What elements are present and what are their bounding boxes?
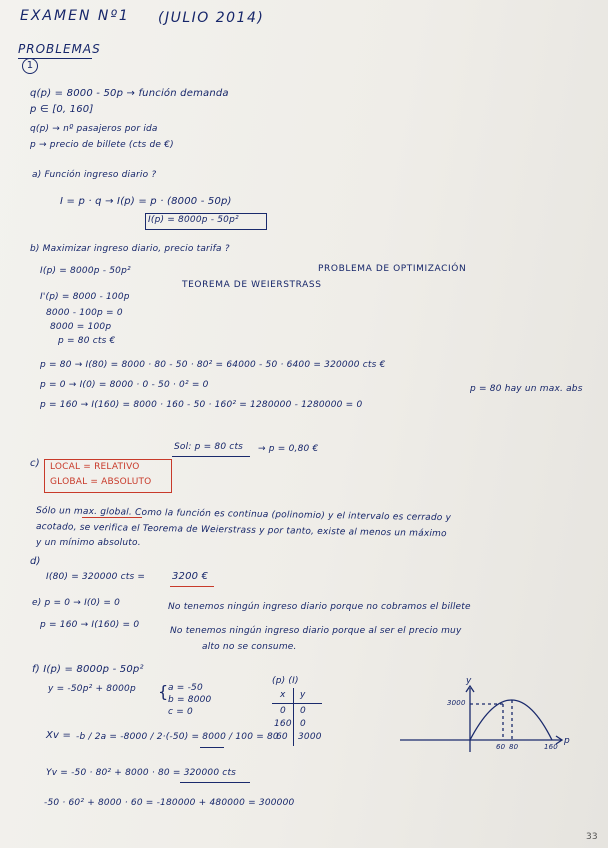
part-e-line2-text-b: alto no se consume.: [202, 642, 297, 652]
graph-x-tick: 60: [496, 743, 506, 751]
p-definition: p → precio de billete (cts de €): [30, 140, 174, 150]
part-e-line2-text: No tenemos ningún ingreso diario porque al ser el precio muy: [170, 626, 462, 636]
part-e-line1-text: No tenemos ningún ingreso diario porque no cobramos el billete: [168, 602, 471, 612]
part-f-coef-b: b = 8000: [168, 695, 212, 705]
table-cell: 60: [276, 732, 288, 742]
part-a-formula: I = p · q → I(p) = p · (8000 - 50p): [60, 196, 232, 207]
graph-y-arrow: [466, 686, 474, 692]
part-b-eval-80: p = 80 → I(80) = 8000 · 80 - 50 · 80² = 64000 - 50 · 6400 = 320000 cts €: [40, 360, 386, 370]
part-c-highlight: [82, 517, 142, 518]
part-b-solution-underline: [172, 456, 250, 457]
domain: p ∈ [0, 160]: [30, 104, 94, 115]
part-d-value: I(80) = 320000 cts =: [46, 572, 146, 582]
table-cell: 3000: [298, 732, 322, 742]
part-f-function: f) I(p) = 8000p - 50p²: [32, 664, 144, 675]
table-cell: 0: [280, 706, 286, 716]
part-f-coef-c: c = 0: [168, 707, 193, 717]
graph-parabola: [470, 700, 552, 740]
part-f-extra: -50 · 60² + 8000 · 60 = -180000 + 480000 = 300000: [44, 798, 295, 808]
part-c-local: LOCAL = RELATIVO: [50, 462, 140, 472]
part-b-tag: PROBLEMA DE OPTIMIZACIÓN: [318, 264, 467, 274]
part-e-line2: p = 160 → I(160) = 0: [40, 620, 140, 630]
part-f-xv-label: Xv =: [46, 730, 72, 741]
part-b-function: I(p) = 8000p - 50p²: [40, 266, 131, 276]
part-b-solution-euros: → p = 0,80 €: [258, 444, 319, 454]
section-title: PROBLEMAS: [18, 42, 101, 56]
part-b-eq2: 8000 = 100p: [50, 322, 112, 332]
page-number: 33: [586, 832, 598, 842]
part-b-theorem: TEOREMA DE WEIERSTRASS: [182, 280, 322, 290]
table-cell: 0: [300, 719, 306, 729]
part-b-question: b) Maximizar ingreso diario, precio tarifa ?: [30, 244, 230, 254]
graph-y-label: y: [466, 676, 472, 686]
part-e-line1: e) p = 0 → I(0) = 0: [32, 598, 121, 608]
part-a-result: I(p) = 8000p - 50p²: [148, 215, 239, 225]
part-b-eq3: p = 80 cts €: [58, 336, 116, 346]
q-definition: q(p) → nº pasajeros por ida: [30, 124, 158, 134]
exam-date: (JULIO 2014): [158, 10, 265, 26]
part-f-coef-a: a = -50: [168, 683, 203, 693]
table-header: (p) (I): [272, 676, 299, 686]
table-header-rule: [272, 703, 322, 704]
part-f-y: y = -50p² + 8000p: [48, 684, 136, 694]
part-f-yv-underline: [180, 782, 250, 783]
table-cell: 0: [300, 706, 306, 716]
part-c-text2: acotado, se verifica el Teorema de Weierstrass y por tanto, existe al menos un máximo: [35, 522, 447, 540]
part-b-derivative: I'(p) = 8000 - 100p: [40, 292, 130, 302]
part-f-brace: {: [158, 682, 169, 701]
part-d-underline: [170, 586, 214, 587]
graph-x-tick: 80: [509, 743, 519, 751]
table-cell: 160: [274, 719, 292, 729]
part-c-label: c): [30, 458, 40, 469]
demand-function: q(p) = 8000 - 50p → función demanda: [30, 88, 229, 99]
part-b-eq1: 8000 - 100p = 0: [46, 308, 123, 318]
part-b-eval-0: p = 0 → I(0) = 8000 · 0 - 50 · 0² = 0: [40, 380, 209, 390]
part-d-euros: 3200 €: [172, 571, 209, 582]
graph-x-tick: 160: [544, 743, 558, 751]
part-f-xv-expr: -b / 2a = -8000 / 2·(-50) = 8000 / 100 = 80: [76, 732, 279, 742]
table-divider: [293, 688, 294, 746]
part-d-label: d): [30, 556, 41, 567]
table-col-y: y: [300, 690, 306, 700]
part-a-question: a) Función ingreso diario ?: [32, 170, 157, 180]
part-f-yv: Yv = -50 · 80² + 8000 · 80 = 320000 cts: [46, 768, 237, 778]
part-b-eval-160: p = 160 → I(160) = 8000 · 160 - 50 · 160² = 1280000 - 1280000 = 0: [40, 400, 363, 410]
graph-x-label: p: [564, 736, 570, 746]
part-f-xv-underline: [200, 747, 224, 748]
part-c-text1: Sólo un max. global. Como la función es continua (polinomio) y el intervalo es cerrado y: [35, 506, 452, 524]
exam-title: EXAMEN Nº1: [20, 8, 130, 24]
table-col-x: x: [280, 690, 286, 700]
graph-y-tick: 3000: [447, 699, 466, 707]
problem-number: 1: [22, 58, 38, 74]
part-c-text3: y un mínimo absoluto.: [36, 538, 141, 548]
part-b-max-note: p = 80 hay un max. abs: [470, 384, 583, 394]
part-b-solution: Sol: p = 80 cts: [174, 442, 244, 452]
part-c-global: GLOBAL = ABSOLUTO: [50, 477, 152, 487]
